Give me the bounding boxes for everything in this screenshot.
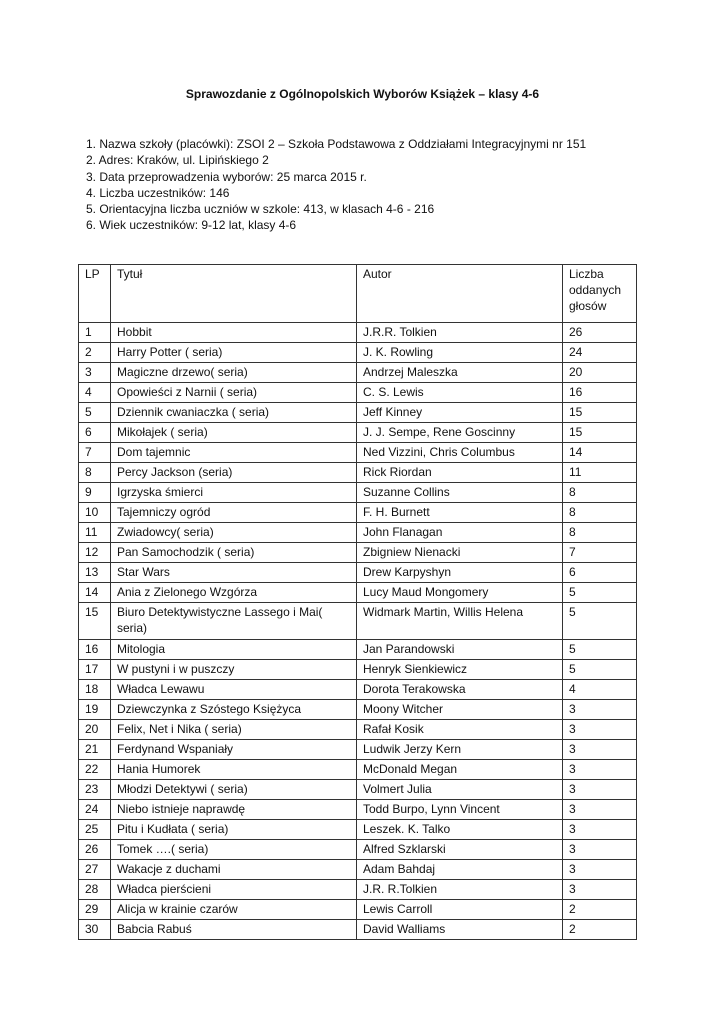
cell-lp: 21 [79,740,111,760]
cell-author: McDonald Megan [357,760,563,780]
table-row [79,700,637,720]
cell-title: Hobbit [111,323,357,343]
cell-lp: 27 [79,860,111,880]
cell-lp: 1 [79,323,111,343]
cell-title: Dom tajemnic [111,443,357,463]
cell-votes: 3 [563,720,637,740]
table-row [79,423,637,443]
cell-lp: 8 [79,463,111,483]
info-line-participants: 4. Liczba uczestników: 146 [86,185,230,200]
cell-author: Ludwik Jerzy Kern [357,740,563,760]
table-row [79,840,637,860]
cell-votes: 8 [563,523,637,543]
cell-lp: 13 [79,563,111,583]
cell-author: Lewis Carroll [357,900,563,920]
cell-author: Rafał Kosik [357,720,563,740]
cell-lp: 6 [79,423,111,443]
cell-lp: 4 [79,383,111,403]
cell-votes: 16 [563,383,637,403]
cell-votes: 20 [563,363,637,383]
cell-author: Zbigniew Nienacki [357,543,563,563]
cell-author: J.R.R. Tolkien [357,323,563,343]
cell-votes: 3 [563,840,637,860]
cell-lp: 12 [79,543,111,563]
cell-votes: 24 [563,343,637,363]
cell-lp: 29 [79,900,111,920]
cell-author: Drew Karpyshyn [357,563,563,583]
cell-lp: 16 [79,640,111,660]
school-info [86,136,586,234]
cell-votes: 3 [563,740,637,760]
table-row [79,383,637,403]
cell-title: Pan Samochodzik ( seria) [111,543,357,563]
cell-author: Moony Witcher [357,700,563,720]
cell-lp: 28 [79,880,111,900]
table-row [79,323,637,343]
table-row [79,820,637,840]
info-line-age: 6. Wiek uczestników: 9-12 lat, klasy 4-6 [86,218,297,233]
cell-votes: 15 [563,403,637,423]
table-header-row [79,265,637,323]
cell-title: Babcia Rabuś [111,920,357,940]
cell-author: Ned Vizzini, Chris Columbus [357,443,563,463]
table-row [79,640,637,660]
cell-votes: 3 [563,700,637,720]
cell-votes: 5 [563,603,637,640]
table-row [79,740,637,760]
header-author: Autor [357,265,563,323]
header-votes: Liczba oddanych głosów [563,265,637,323]
cell-lp: 23 [79,780,111,800]
cell-lp: 2 [79,343,111,363]
document-title: Sprawozdanie z Ogólnopolskich Wyborów Książek – klasy 4-6 [185,87,540,101]
cell-lp: 26 [79,840,111,860]
cell-lp: 14 [79,583,111,603]
cell-lp: 22 [79,760,111,780]
info-line-date: 3. Data przeprowadzenia wyborów: 25 marca 2015 r. [86,169,367,184]
cell-votes: 6 [563,563,637,583]
cell-lp: 24 [79,800,111,820]
table-row [79,403,637,423]
cell-title: Igrzyska śmierci [111,483,357,503]
info-line-address: 2. Adres: Kraków, ul. Lipińskiego 2 [86,153,269,168]
cell-author: J. K. Rowling [357,343,563,363]
cell-votes: 3 [563,780,637,800]
table-row [79,900,637,920]
cell-author: Leszek. K. Talko [357,820,563,840]
info-line-student-count: 5. Orientacyjna liczba uczniów w szkole: 413, w klasach 4-6 - 216 [86,202,435,217]
cell-title: Dziennik cwaniaczka ( seria) [111,403,357,423]
table-body [79,323,637,940]
votes-table [78,264,637,940]
cell-title: Ferdynand Wspaniały [111,740,357,760]
cell-votes: 11 [563,463,637,483]
cell-title: Tomek ….( seria) [111,840,357,860]
cell-lp: 7 [79,443,111,463]
cell-title: Władca pierścieni [111,880,357,900]
cell-votes: 8 [563,483,637,503]
cell-lp: 25 [79,820,111,840]
cell-lp: 30 [79,920,111,940]
cell-lp: 5 [79,403,111,423]
cell-author: F. H. Burnett [357,503,563,523]
cell-author: Todd Burpo, Lynn Vincent [357,800,563,820]
cell-title: Harry Potter ( seria) [111,343,357,363]
cell-votes: 3 [563,760,637,780]
cell-author: J. J. Sempe, Rene Goscinny [357,423,563,443]
header-title: Tytuł [111,265,357,323]
cell-author: Jeff Kinney [357,403,563,423]
cell-votes: 5 [563,660,637,680]
cell-title: Mikołajek ( seria) [111,423,357,443]
cell-author: Jan Parandowski [357,640,563,660]
table-row [79,720,637,740]
cell-votes: 8 [563,503,637,523]
table-row [79,760,637,780]
cell-title: Percy Jackson (seria) [111,463,357,483]
cell-author: Suzanne Collins [357,483,563,503]
cell-votes: 5 [563,640,637,660]
table-row [79,880,637,900]
cell-title: Młodzi Detektywi ( seria) [111,780,357,800]
cell-author: Dorota Terakowska [357,680,563,700]
table-row [79,343,637,363]
cell-title: Star Wars [111,563,357,583]
table-row [79,660,637,680]
cell-votes: 3 [563,880,637,900]
cell-author: J.R. R.Tolkien [357,880,563,900]
cell-lp: 20 [79,720,111,740]
cell-author: John Flanagan [357,523,563,543]
table-row [79,680,637,700]
header-lp: LP [79,265,111,323]
cell-author: Lucy Maud Mongomery [357,583,563,603]
cell-votes: 7 [563,543,637,563]
cell-author: Henryk Sienkiewicz [357,660,563,680]
cell-title: Mitologia [111,640,357,660]
info-line-school-name: 1. Nazwa szkoły (placówki): ZSOI 2 – Szkoła Podstawowa z Oddziałami Integracyjnymi nr 151 [86,137,587,151]
table-row [79,543,637,563]
cell-lp: 3 [79,363,111,383]
cell-title: Dziewczynka z Szóstego Księżyca [111,700,357,720]
cell-votes: 3 [563,800,637,820]
cell-author: Andrzej Maleszka [357,363,563,383]
cell-votes: 2 [563,900,637,920]
cell-title: Zwiadowcy( seria) [111,523,357,543]
table-row [79,483,637,503]
cell-title: Magiczne drzewo( seria) [111,363,357,383]
cell-author: Volmert Julia [357,780,563,800]
cell-lp: 15 [79,603,111,640]
cell-lp: 17 [79,660,111,680]
cell-title: Ania z Zielonego Wzgórza [111,583,357,603]
cell-lp: 11 [79,523,111,543]
cell-lp: 18 [79,680,111,700]
cell-votes: 3 [563,820,637,840]
cell-lp: 9 [79,483,111,503]
cell-author: Rick Riordan [357,463,563,483]
table-row [79,800,637,820]
cell-title: Pitu i Kudłata ( seria) [111,820,357,840]
cell-title: Hania Humorek [111,760,357,780]
cell-author: C. S. Lewis [357,383,563,403]
table-row [79,563,637,583]
table-row [79,503,637,523]
cell-title: Władca Lewawu [111,680,357,700]
cell-author: Alfred Szklarski [357,840,563,860]
cell-author: Widmark Martin, Willis Helena [357,603,563,640]
cell-author: David Walliams [357,920,563,940]
cell-title: Alicja w krainie czarów [111,900,357,920]
cell-title: W pustyni i w puszczy [111,660,357,680]
table-row [79,523,637,543]
cell-votes: 14 [563,443,637,463]
cell-title: Felix, Net i Nika ( seria) [111,720,357,740]
cell-title: Biuro Detektywistyczne Lassego i Mai( seria) [111,603,357,640]
table-row [79,363,637,383]
table-row [79,463,637,483]
cell-votes: 3 [563,860,637,880]
cell-title: Tajemniczy ogród [111,503,357,523]
table-row [79,603,637,640]
table-row [79,860,637,880]
cell-votes: 4 [563,680,637,700]
table-row [79,443,637,463]
cell-title: Opowieści z Narnii ( seria) [111,383,357,403]
table-row [79,920,637,940]
cell-author: Adam Bahdaj [357,860,563,880]
cell-lp: 10 [79,503,111,523]
cell-lp: 19 [79,700,111,720]
table-row [79,780,637,800]
cell-votes: 26 [563,323,637,343]
cell-title: Niebo istnieje naprawdę [111,800,357,820]
cell-votes: 2 [563,920,637,940]
table-row [79,583,637,603]
cell-votes: 15 [563,423,637,443]
cell-votes: 5 [563,583,637,603]
cell-title: Wakacje z duchami [111,860,357,880]
